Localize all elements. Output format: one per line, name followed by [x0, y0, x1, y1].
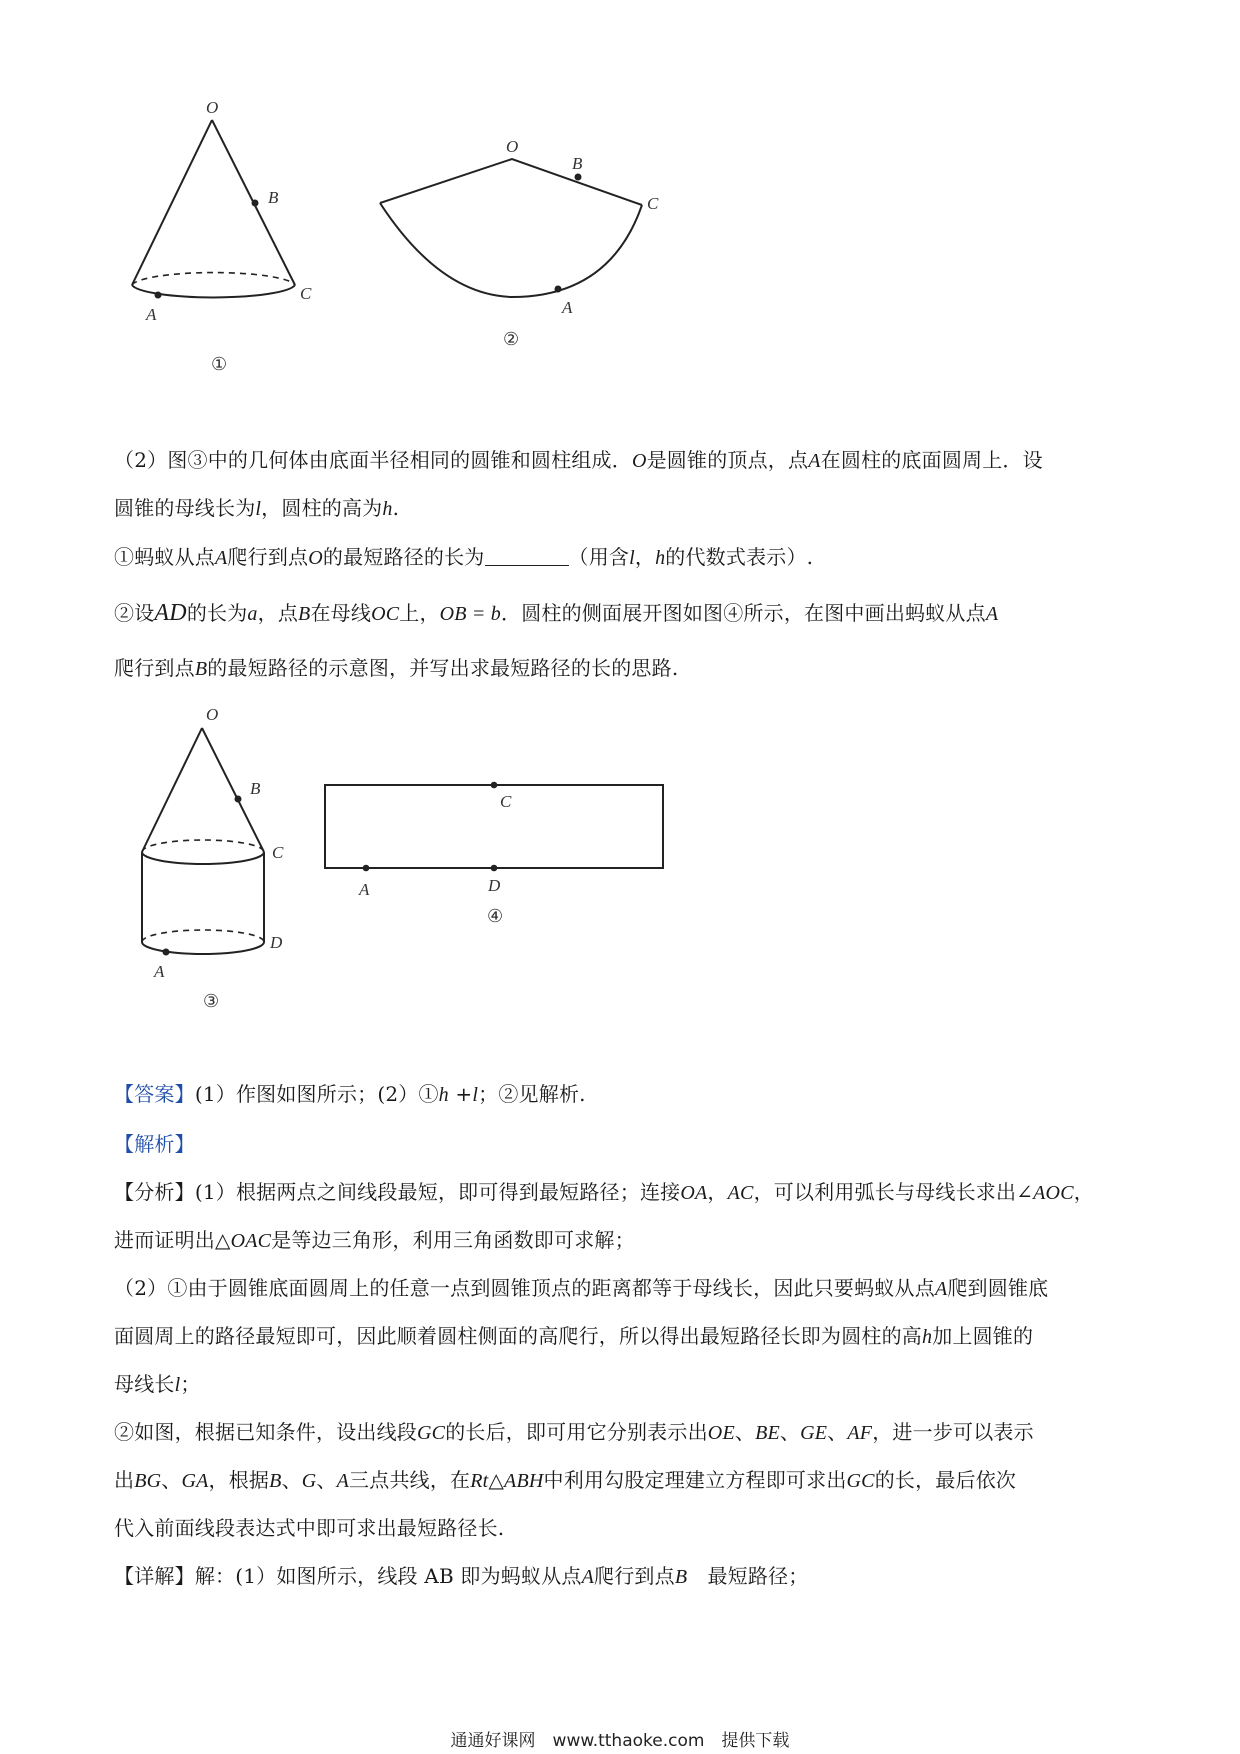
- label-c: C: [647, 194, 659, 213]
- point-a: [363, 865, 370, 872]
- question-2-part-1: ①蚂蚁从点A爬行到点O的最短路径的长为 （用含l，h的代数式表示）.: [114, 545, 814, 569]
- label-a: A: [146, 305, 157, 324]
- label-d: D: [488, 876, 501, 895]
- label-c: C: [300, 284, 312, 303]
- analysis-tag: 【解析】: [114, 1132, 195, 1156]
- question-2-part-2-line2: 爬行到点B的最短路径的示意图，并写出求最短路径的长的思路.: [114, 656, 679, 680]
- question-2-intro-line2: 圆锥的母线长为l，圆柱的高为h.: [114, 496, 400, 520]
- point-d: [491, 865, 498, 872]
- detail-line: 【详解】解：(1）如图所示，线段 AB 即为蚂蚁从点A爬行到点B 最短路径；: [114, 1564, 809, 1588]
- figure-cone-cylinder: [120, 700, 310, 1020]
- analysis-3-line-3: 代入前面线段表达式中即可求出最短路径长.: [114, 1516, 505, 1540]
- label-d: D: [270, 933, 283, 952]
- analysis-line-2: 进而证明出△OAC是等边三角形，利用三角函数即可求解；: [114, 1228, 635, 1252]
- label-o: O: [206, 705, 219, 724]
- point-b: [575, 174, 582, 181]
- label-a: A: [562, 298, 573, 317]
- answer-tag: 【答案】: [114, 1082, 195, 1106]
- label-o: O: [506, 137, 519, 156]
- label-o: O: [206, 98, 219, 117]
- point-a: [155, 292, 162, 299]
- caption-4: ④: [487, 906, 504, 926]
- analysis-3-line-1: ②如图，根据已知条件，设出线段GC的长后，即可用它分别表示出OE、BE、GE、AF，进一步可以表示: [114, 1420, 1034, 1444]
- footer: 通通好课网 www.tthaoke.com 提供下载: [450, 1731, 790, 1751]
- label-a: A: [359, 880, 370, 899]
- caption-2: ②: [503, 329, 520, 349]
- label-a: A: [154, 962, 165, 981]
- point-c: [491, 782, 498, 789]
- question-2-part-2: ②设AD的长为a，点B在母线OC上，OB = b．圆柱的侧面展开图如图④所示，在图中画出蚂蚁从点A: [114, 600, 999, 626]
- point-b: [252, 200, 259, 207]
- analysis-2-line-1: （2）①由于圆锥底面圆周上的任意一点到圆锥顶点的距离都等于母线长，因此只要蚂蚁从点A爬到圆锥底: [114, 1276, 1049, 1300]
- label-b: B: [268, 188, 279, 207]
- point-a: [555, 286, 562, 293]
- figure-rectangle: [315, 775, 675, 935]
- detail-tag: 【详解】: [114, 1564, 195, 1588]
- caption-3: ③: [203, 991, 220, 1011]
- label-c: C: [500, 792, 512, 811]
- label-c: C: [272, 843, 284, 862]
- label-b: B: [572, 154, 583, 173]
- analysis-2-line-2: 面圆周上的路径最短即可，因此顺着圆柱侧面的高爬行，所以得出最短路径长即为圆柱的高h加上圆锥的: [114, 1324, 1034, 1348]
- label-b: B: [250, 779, 261, 798]
- point-b: [235, 796, 242, 803]
- answer-line: 【答案】(1）作图如图所示；(2）①h +l；②见解析.: [114, 1082, 586, 1106]
- answer-blank: [485, 545, 569, 566]
- caption-1: ①: [211, 354, 228, 374]
- analysis-3-line-2: 出BG、GA，根据B、G、A三点共线，在Rt△ABH中利用勾股定理建立方程即可求出GC的长，最后依次: [114, 1468, 1017, 1492]
- figure-cone: [120, 95, 350, 385]
- analysis-line-1: 【分析】(1）根据两点之间线段最短，即可得到最短路径；连接OA，AC，可以利用弧长与母线长求出∠AOC，: [114, 1180, 1094, 1204]
- figure-sector: [370, 125, 690, 355]
- question-2-intro: （2）图③中的几何体由底面半径相同的圆锥和圆柱组成．O是圆锥的顶点，点A在圆柱的底面圆周上．设: [114, 448, 1043, 472]
- analysis-2-line-3: 母线长l；: [114, 1372, 201, 1396]
- point-a: [163, 949, 170, 956]
